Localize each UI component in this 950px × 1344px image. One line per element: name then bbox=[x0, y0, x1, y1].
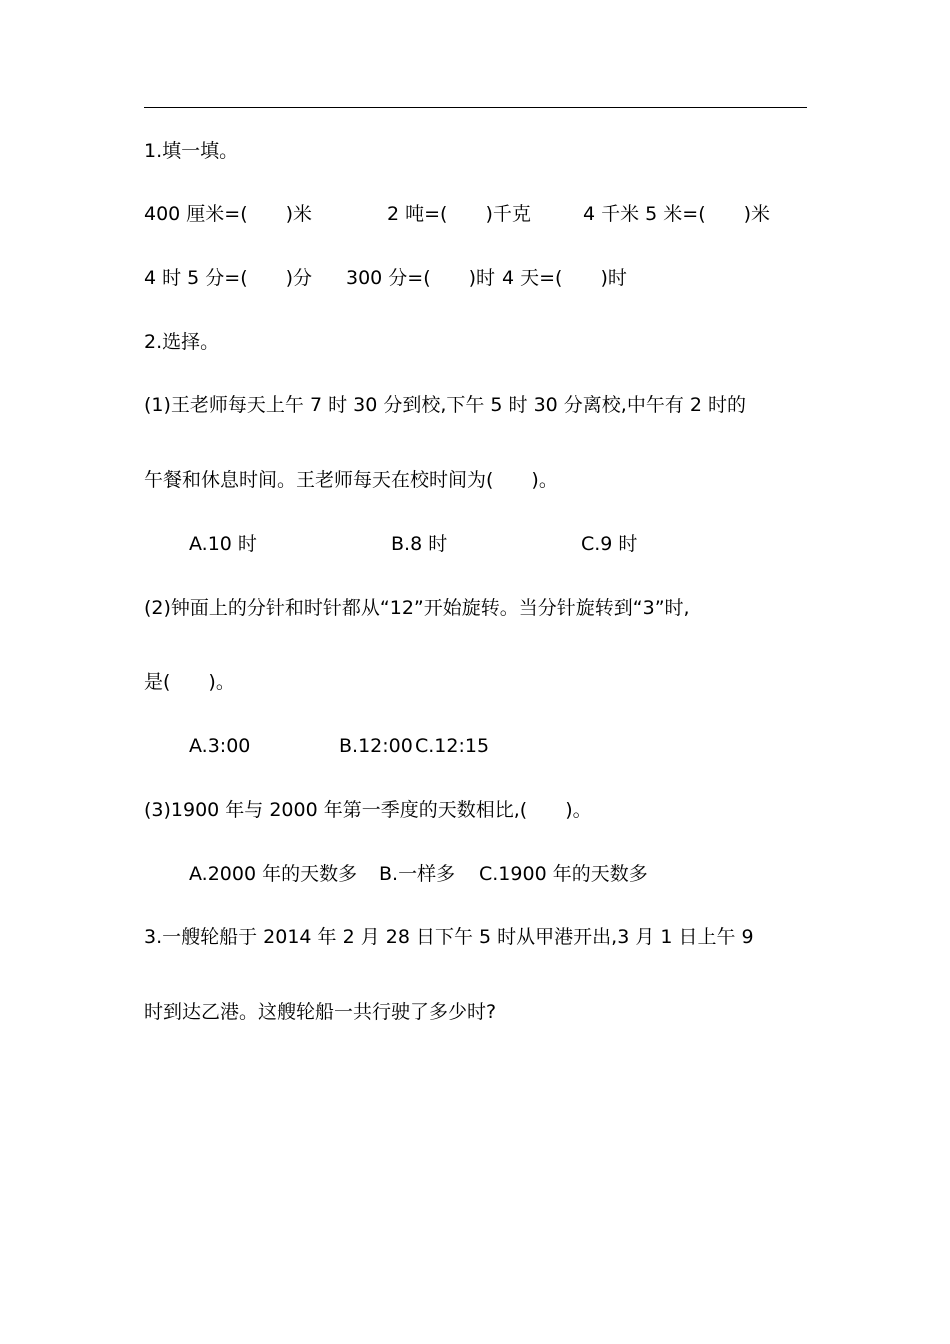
q2-2-option-a: A.3:00 bbox=[189, 735, 251, 757]
q2-3-line1: (3)1900 年与 2000 年第一季度的天数相比,( )。 bbox=[144, 799, 592, 821]
q2-3-option-b: B.一样多 bbox=[379, 863, 456, 885]
q1-item-km-m-to-m: 4 千米 5 米=( )米 bbox=[583, 203, 771, 225]
q2-2-option-b: B.12:00 bbox=[339, 735, 413, 757]
q2-2-option-c: C.12:15 bbox=[415, 735, 490, 757]
q1-item-cm-to-m: 400 厘米=( )米 bbox=[144, 203, 313, 225]
q2-1-line2: 午餐和休息时间。王老师每天在校时间为( )。 bbox=[144, 469, 558, 491]
q1-title: 1.填一填。 bbox=[144, 140, 239, 162]
q2-1-line1: (1)王老师每天上午 7 时 30 分到校,下午 5 时 30 分离校,中午有 2 时的 bbox=[144, 394, 747, 416]
q3-line2: 时到达乙港。这艘轮船一共行驶了多少时? bbox=[144, 1001, 497, 1023]
q2-title: 2.选择。 bbox=[144, 331, 220, 353]
q1-item-ton-to-kg: 2 吨=( )千克 bbox=[387, 203, 531, 225]
q1-item-h-min-to-min: 4 时 5 分=( )分 bbox=[144, 267, 313, 289]
q2-2-line1: (2)钟面上的分针和时针都从“12”开始旋转。当分针旋转到“3”时, bbox=[144, 597, 690, 619]
q2-3-option-a: A.2000 年的天数多 bbox=[189, 863, 358, 885]
header-rule bbox=[144, 107, 807, 108]
q1-item-day-to-h: 4 天=( )时 bbox=[502, 267, 627, 289]
q2-3-option-c: C.1900 年的天数多 bbox=[479, 863, 648, 885]
q3-line1: 3.一艘轮船于 2014 年 2 月 28 日下午 5 时从甲港开出,3 月 1 日上午 9 bbox=[144, 926, 754, 948]
q2-1-option-a: A.10 时 bbox=[189, 533, 257, 555]
q2-1-option-b: B.8 时 bbox=[391, 533, 448, 555]
q1-item-min-to-h: 300 分=( )时 bbox=[346, 267, 496, 289]
q2-2-line2: 是( )。 bbox=[144, 671, 235, 693]
q2-1-option-c: C.9 时 bbox=[581, 533, 638, 555]
